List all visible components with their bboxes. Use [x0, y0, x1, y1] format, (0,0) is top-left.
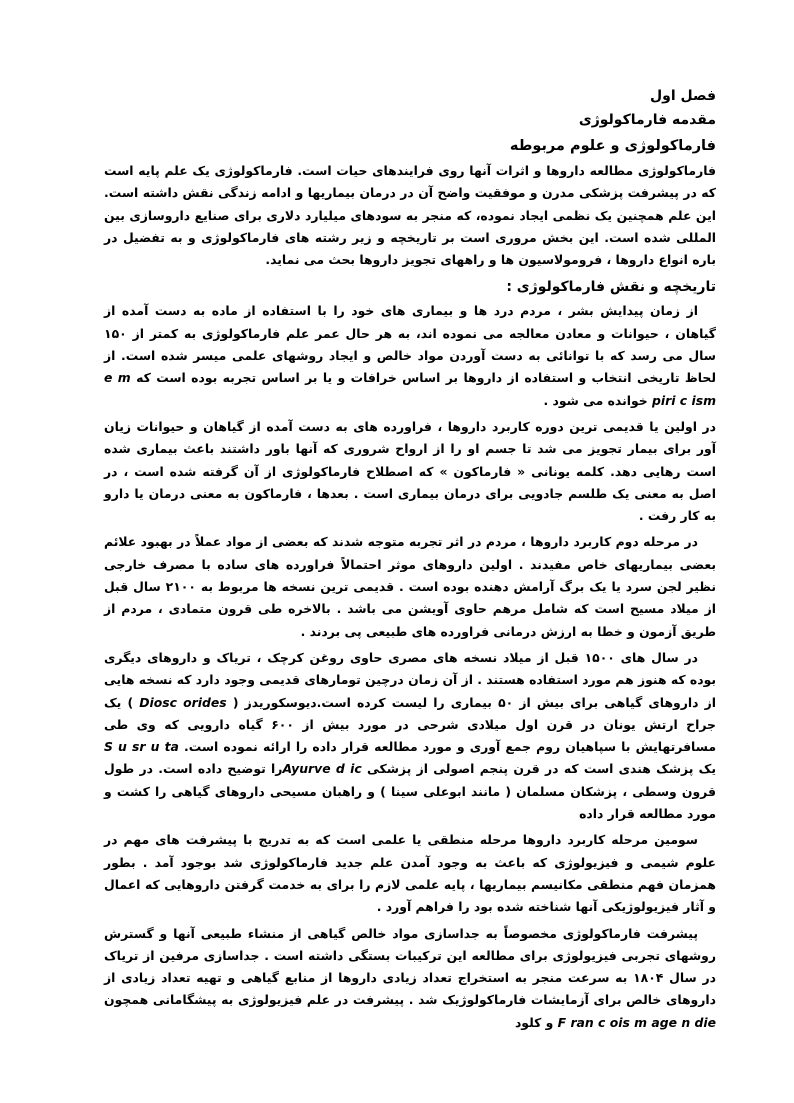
paragraph-history-4-text-d: را توضیح داده است. در طول قرون وسطی ، پزشکان مسلمان ( مانند ابوعلی سینا ) و راهبان مسیحی داروهای گیاهی را کشت و مورد مطالعه قرار داده	[104, 761, 716, 822]
paragraph-history-6-text-b: و کلود	[514, 1014, 554, 1030]
term-dioscorides: Diosc orides	[139, 694, 227, 710]
paragraph-history-4	[104, 647, 716, 825]
term-susruta: S u sr u ta	[104, 739, 179, 755]
document-body	[104, 84, 716, 1038]
paragraph-history-1-text-a: از زمان پیدایش بشر ، مردم درد ها و بیماری های خود را با استفاده از ماده به دست آمده از گیاهان ، حیوانات و معادن معالجه می نموده اند، به هر حال عمر علم فارماکولوژی به کمتر از ۱۵۰ سال می رسد که با توانائی به دست آوردن مواد خالص و ایجاد روشهای علمی میسر شده است. از لحاظ تاریخی انتخاب و استفاده از داروها بر اساس خرافات و یا بر اساس تجربه بوده است که	[104, 303, 716, 386]
paragraph-history-2: در اولین یا قدیمی ترین دوره کاربرد داروها ، فراورده های به دست آمده از گیاهان و حیوانات زیان آور برای بیمار تجویز می شد تا جسم او را از ارواح شروری که آنها باور داشتند باعث بیماری شده است رهایی دهد. کلمه یونانی « فارماکون » که اصطلاح فارماکولوژی از آن گرفته شده است ، در اصل به معنی یک طلسم جادویی برای درمان بیماری است . بعدها ، فارماکون به معنی درمان یا دارو به کار رفت .	[104, 418, 716, 524]
paragraph-history-6-text-a: پیشرفت فارماکولوژی مخصوصاً به جداسازی مواد خالص گیاهی از منشاء طبیعی آنها و گسترش روشهای تجربی فیزیولوژی برای مطالعه این ترکیبات بستگی داشته است . جداسازی مرفین از تریاک در سال ۱۸۰۴ به سرعت منجر به استخراج تعداد زیادی داروها از منابع گیاهی و تهیه تعداد زیادی از داروهای خالص برای آزمایشات فارماکولوژیک شد . پیشرفت در علم فیزیولوژی به پیشگامانی همچون	[104, 925, 716, 1008]
section-heading-pharmacology-related-sciences: فارماکولوژی و علوم مربوطه	[509, 138, 716, 154]
paragraph-history-1	[104, 300, 716, 411]
paragraph-history-1-text-b: خوانده می شود .	[543, 392, 648, 408]
paragraph-history-6	[104, 923, 716, 1034]
paragraph-intro: فارماکولوژی مطالعه داروها و اثرات آنها روی فرایندهای حیات است. فارماکولوژی یک علم پایه است که در پیشرفت پزشکی مدرن و موفقیت واضح آن در درمان بیماریها و ادامه زندگی نقش داشته است. این علم همچنین یک نظمی ایجاد نموده، که منجر به سودهای میلیارد دلاری برای صنایع داروسازی بین المللی شده است. این بخش مروری است بر تاریخچه و زیر رشته های فارماکولوژی و به تفضیل در باره انواع داروها ، فروموﻻسیون ها و راههای تجویز داروها بحث می نماید.	[104, 163, 716, 268]
paragraph-history-4-text-a: در سال های ۱۵۰۰ قبل از میلاد نسخه های مصری حاوی روغن کرچک ، تریاک و داروهای دیگری بوده که هنوز هم مورد استفاده هستند . از آن زمان درچین تومارهای قدیمی وجود دارد که نسخه هایی از داروهای گیاهی برای بیش از ۵۰ بیماری را لیست کرده است.دیوسکوریدز (	[104, 649, 716, 710]
term-empiricism: e m piri c ism	[104, 370, 716, 408]
term-ayurvedic: Ayurve d ic	[282, 761, 362, 777]
paragraph-history-5: سومین مرحله کاربرد داروها مرحله منطقی یا علمی است که به تدریج با پیشرفت های مهم در علوم شیمی و فیزیولوژی که باعث به وجود آمدن علم جدید فارماکولوژی شد بوجود آمد . بطور همزمان فهم منطقی مکانیسم بیماریها ، پایه علمی ﻻزم را برای به خدمت گرفتن داروهایی که اعمال و آثار فیزیولوژیکی آنها شناخته شده بود را فراهم آورد .	[104, 832, 716, 915]
section-heading-history-role: تاریخچه و نقش فارماکولوژی :	[506, 279, 716, 296]
term-francois-magendie: F ran c ois m age n die	[557, 1014, 716, 1030]
chapter-heading: فصل اول	[650, 88, 716, 104]
paragraph-history-4-text-c: یک پزشک هندی است که در قرن پنجم اصولی از پزشکی	[366, 761, 716, 777]
chapter-title: مقدمه فارماکولوژی	[578, 112, 716, 128]
paragraph-history-3: در مرحله دوم کاربرد داروها ، مردم در اثر تجربه متوجه شدند که بعضی از مواد عملاً در بهبود علائم بعضی بیماریهای خاص مفیدند . اولین داروهای موثر احتماﻻً فراورده های ساده با مصرف خارجی نظیر لجن سرد یا یک برگ آرامش دهنده بوده است . قدیمی ترین نسخه ها مربوط به ۲۱۰۰ سال قبل از میلاد مسیح است که شامل مرهم حاوی آویشن می باشد . باﻻخره طی قرون متمادی ، مردم از طریق آزمون و خطا به ارزش درمانی فراورده های طبیعی پی بردند .	[104, 534, 716, 639]
paragraph-history-4-text-b: ) یک جراح ارتش یونان در قرن اول میلادی شرحی در مورد بیش از ۶۰۰ گیاه دارویی که وی طی مسافرتهایش با سپاهیان روم جمع آوری و مورد مطالعه قرار داده را ارائه نموده است.	[104, 694, 716, 755]
